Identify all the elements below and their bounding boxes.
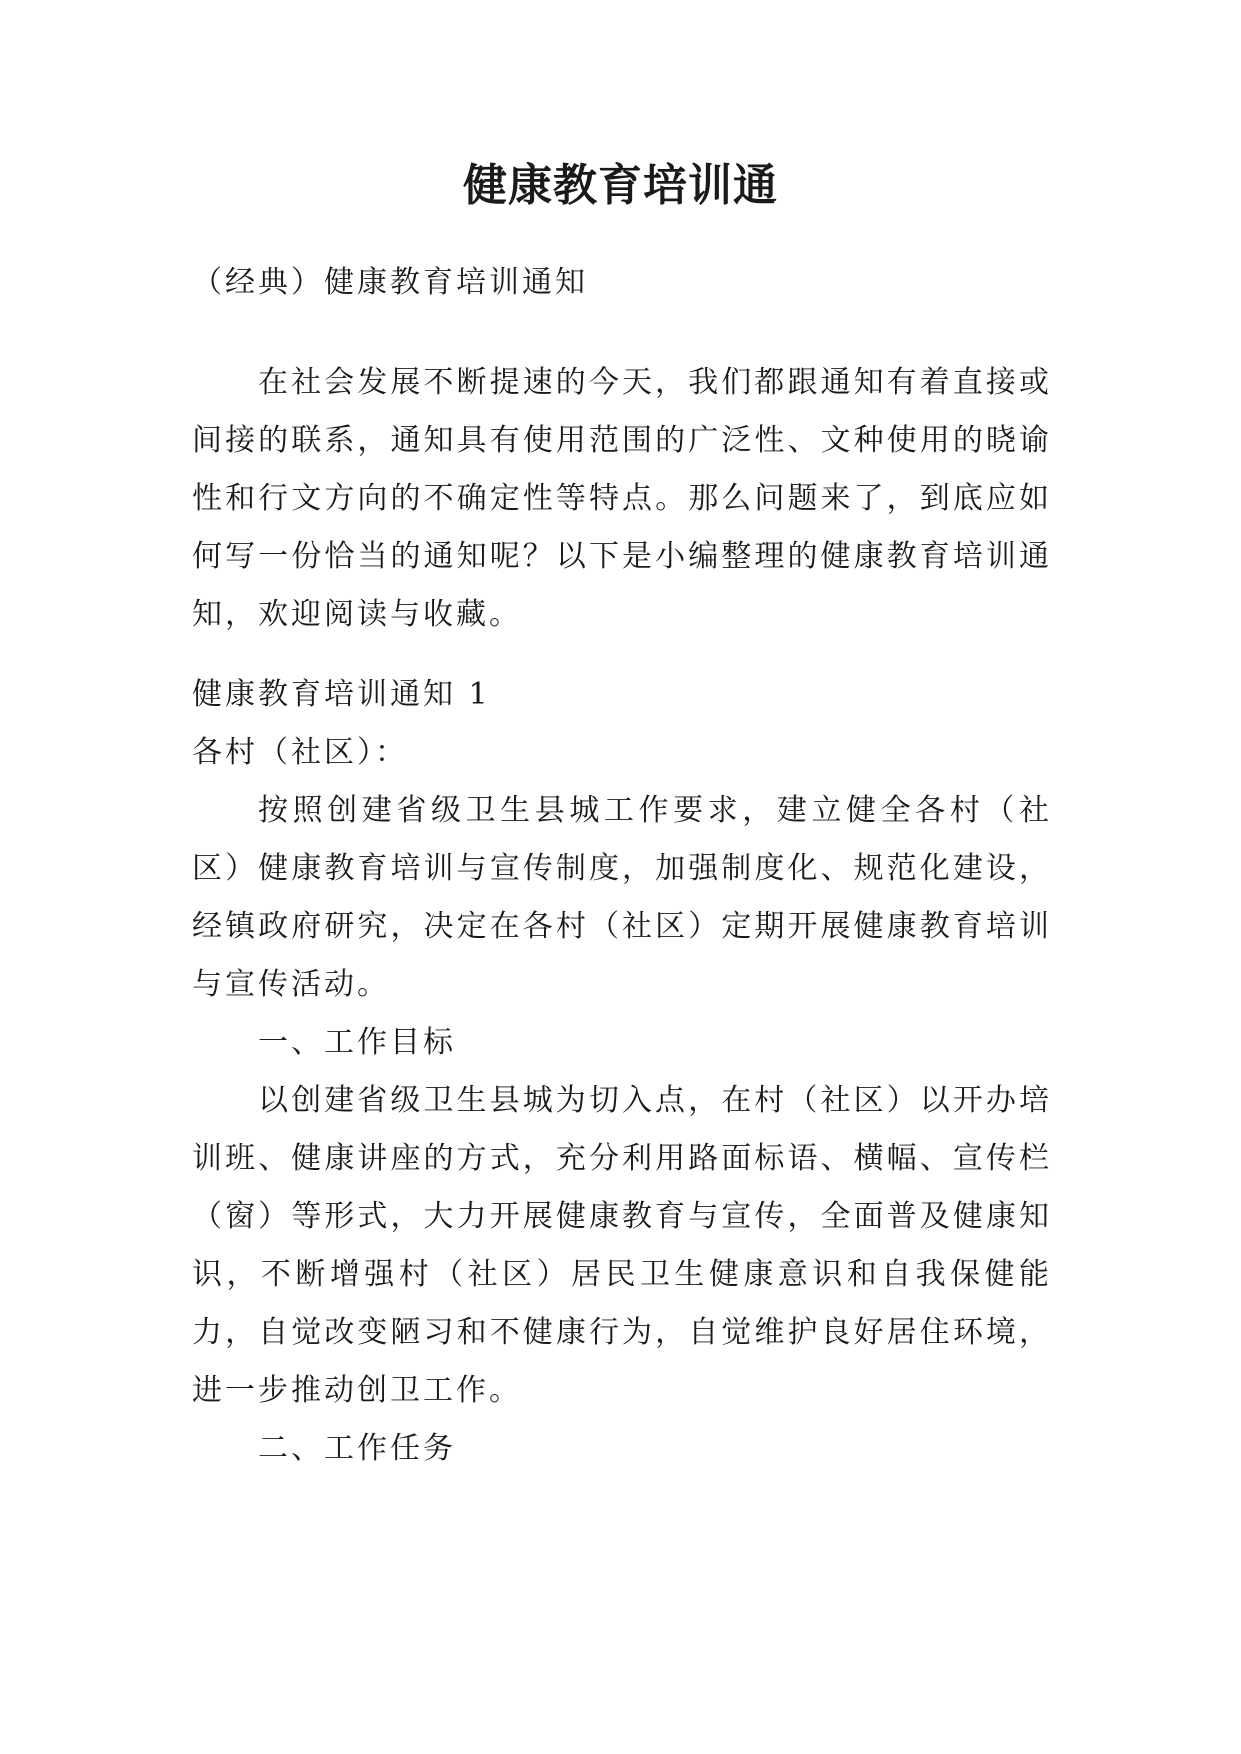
section-title: 健康教育培训通知 1 xyxy=(192,677,491,712)
paragraph-1: 按照创建省级卫生县城工作要求，建立健全各村（社区）健康教育培训与宣传制度，加强制度化、规范化建设，经镇政府研究，决定在各村（社区）定期开展健康教育培训与宣传活动。 xyxy=(192,793,1052,1002)
document-title: 健康教育培训通 xyxy=(463,160,778,211)
heading-work-tasks: 二、工作任务 xyxy=(258,1431,456,1466)
heading-work-goals: 一、工作目标 xyxy=(258,1025,456,1060)
paragraph-2: 以创建省级卫生县城为切入点，在村（社区）以开办培训班、健康讲座的方式，充分利用路面标语、横幅、宣传栏（窗）等形式，大力开展健康教育与宣传，全面普及健康知识，不断增强村（社区）居民卫生健康意识和自我保健能力，自觉改变陋习和不健康行为，自觉维护良好居住环境，进一步推动创卫工作。 xyxy=(192,1083,1052,1408)
salutation: 各村（社区）： xyxy=(192,735,408,770)
document-subtitle: （经典）健康教育培训通知 xyxy=(192,265,588,300)
intro-paragraph: 在社会发展不断提速的今天，我们都跟通知有着直接或间接的联系，通知具有使用范围的广泛性、文种使用的晓谕性和行文方向的不确定性等特点。那么问题来了，到底应如何写一份恰当的通知呢？以下是小编整理的健康教育培训通知，欢迎阅读与收藏。 xyxy=(192,365,1052,632)
